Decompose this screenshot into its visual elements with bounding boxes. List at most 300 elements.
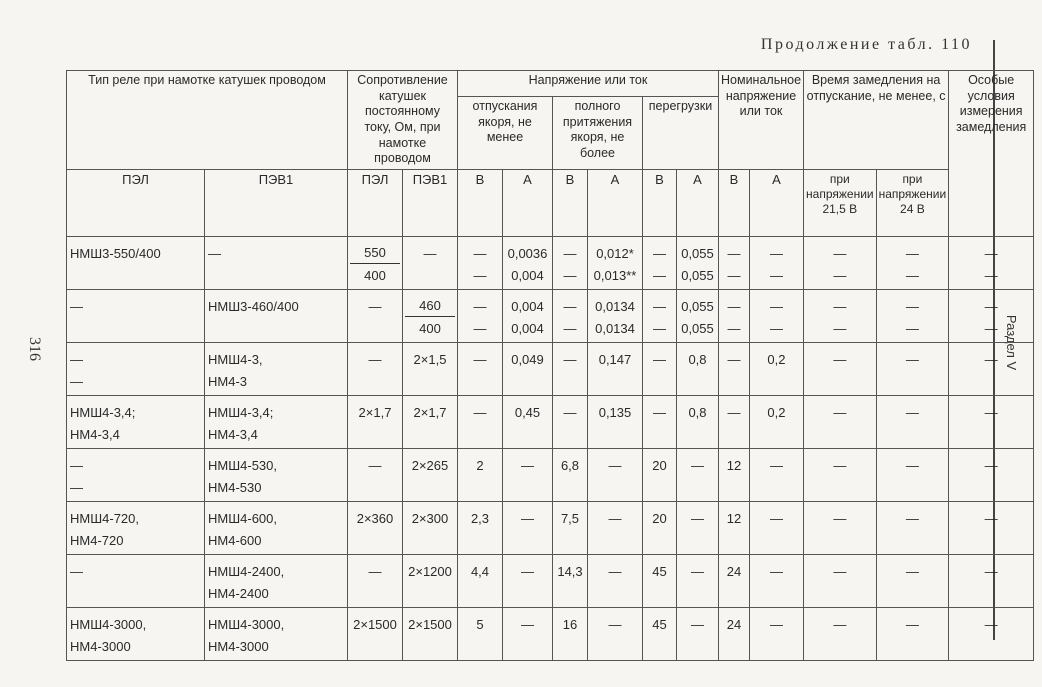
cell-value: —	[727, 404, 741, 420]
cell-value: —	[727, 245, 741, 261]
cell-delay-21-5	[804, 607, 877, 660]
cell-value: НМШ3-550/400	[70, 245, 161, 261]
cell-value: НМШ4-3000,	[70, 616, 147, 632]
cell-resistance-pel	[348, 448, 403, 501]
cell-value: НМШ4-3,4;	[70, 404, 136, 420]
section-label: Раздел V	[1004, 314, 1020, 371]
cell-value: 7,5	[560, 510, 580, 526]
cell-delay-21-5	[804, 395, 877, 448]
cell-value: 2×1200	[408, 563, 452, 579]
cell-full-v	[553, 342, 588, 395]
cell-nominal-v	[719, 342, 750, 395]
cell-special	[949, 395, 1034, 448]
cell-value: НМ4-3,4	[70, 426, 120, 442]
cell-delay-24	[876, 289, 949, 342]
cell-pel	[67, 554, 205, 607]
cell-full-v	[553, 236, 588, 289]
cell-overload-v	[643, 395, 677, 448]
cell-value: —	[833, 457, 847, 473]
cell-full-a	[588, 554, 643, 607]
cell-value: —	[833, 404, 847, 420]
cell-value: —	[521, 510, 534, 526]
cell-value: —	[833, 267, 847, 283]
cell-resistance-pev1	[403, 448, 458, 501]
table-caption: Продолжение табл. 110	[760, 36, 972, 53]
header-resistance: Сопротивление катушек постоянному току, Ом, при намотке проводом	[348, 71, 458, 170]
cell-value: —	[521, 563, 534, 579]
cell-value: 400	[419, 320, 441, 336]
cell-value: —	[905, 298, 919, 314]
cell-value: —	[368, 298, 382, 314]
cell-release-a	[503, 501, 553, 554]
cell-value: —	[905, 404, 919, 420]
cell-full-v	[553, 554, 588, 607]
cell-delay-24	[876, 395, 949, 448]
cell-value: 2×1500	[408, 616, 452, 632]
cell-value: 0,013**	[593, 267, 637, 283]
relay-table	[66, 70, 1034, 661]
cell-value	[405, 296, 455, 318]
cell-pel	[67, 289, 205, 342]
cell-value: 14,3	[557, 563, 583, 579]
cell-value: —	[608, 457, 622, 473]
cell-value: —	[521, 616, 534, 632]
cell-overload-a	[677, 395, 719, 448]
cell-delay-24	[876, 554, 949, 607]
cell-overload-a	[677, 448, 719, 501]
cell-resistance-pev1	[403, 236, 458, 289]
cell-overload-v	[643, 501, 677, 554]
cell-value: НМШ4-3000,	[208, 616, 285, 632]
cell-value: 0,004	[511, 267, 544, 283]
table-row	[67, 607, 1034, 660]
header-release-v: В	[458, 169, 503, 236]
header-full-a: А	[588, 169, 643, 236]
cell-value: —	[905, 245, 919, 261]
cell-value: —	[368, 563, 382, 579]
cell-nominal-v	[719, 395, 750, 448]
cell-pev1	[205, 342, 348, 395]
cell-value: НМ4-3,4	[208, 426, 258, 442]
cell-overload-a	[677, 554, 719, 607]
cell-resistance-pel	[348, 554, 403, 607]
header-nominal-a: А	[749, 169, 803, 236]
cell-value: НМШ4-530,	[208, 457, 277, 473]
cell-resistance-pev1	[403, 607, 458, 660]
cell-nominal-v	[719, 448, 750, 501]
header-res-pev1: ПЭВ1	[403, 169, 458, 236]
cell-value: 0,2	[767, 404, 786, 420]
cell-pev1	[205, 607, 348, 660]
table-row	[67, 342, 1034, 395]
cell-nominal-v	[719, 501, 750, 554]
cell-special	[949, 289, 1034, 342]
cell-full-v	[553, 289, 588, 342]
cell-value: —	[563, 351, 577, 367]
cell-value: 20	[652, 510, 667, 526]
cell-value: 2×360	[356, 510, 394, 526]
cell-value: —	[653, 351, 666, 367]
cell-pel	[67, 395, 205, 448]
header-at-24: при напряжении 24 В	[876, 169, 949, 236]
cell-value: 0,45	[514, 404, 541, 420]
cell-value: —	[653, 320, 666, 336]
cell-delay-21-5	[804, 501, 877, 554]
cell-value: —	[727, 351, 741, 367]
cell-release-a	[503, 607, 553, 660]
cell-release-a	[503, 395, 553, 448]
cell-value: —	[691, 616, 704, 632]
cell-value: —	[833, 351, 847, 367]
cell-overload-v	[643, 554, 677, 607]
cell-pev1	[205, 289, 348, 342]
cell-resistance-pel	[348, 501, 403, 554]
cell-value: —	[691, 457, 704, 473]
cell-value: —	[769, 563, 783, 579]
cell-resistance-pel	[348, 342, 403, 395]
cell-value: —	[563, 320, 577, 336]
cell-value: —	[473, 351, 487, 367]
cell-value: —	[70, 351, 83, 367]
cell-value: НМ4-530	[208, 479, 262, 495]
cell-value: 45	[652, 616, 667, 632]
cell-release-v	[458, 554, 503, 607]
cell-value: —	[70, 563, 83, 579]
cell-delay-21-5	[804, 448, 877, 501]
cell-value: 12	[726, 510, 742, 526]
cell-resistance-pev1	[403, 289, 458, 342]
cell-value: —	[984, 404, 998, 420]
cell-value: —	[653, 298, 666, 314]
cell-value: НМ4-2400	[208, 585, 269, 601]
cell-value: —	[905, 320, 919, 336]
cell-special	[949, 448, 1034, 501]
cell-nominal-v	[719, 607, 750, 660]
header-overload-a: А	[677, 169, 719, 236]
cell-value	[350, 243, 400, 265]
cell-value: —	[473, 298, 487, 314]
table-row	[67, 448, 1034, 501]
cell-full-a	[588, 236, 643, 289]
cell-value: 5	[476, 616, 484, 632]
cell-value: —	[208, 245, 221, 261]
cell-delay-21-5	[804, 342, 877, 395]
cell-value: —	[653, 404, 666, 420]
fraction-numerator: 550	[350, 243, 400, 264]
cell-value: 6,8	[560, 457, 580, 473]
cell-value: —	[769, 245, 783, 261]
cell-release-a	[503, 342, 553, 395]
cell-overload-v	[643, 236, 677, 289]
cell-value: 20	[652, 457, 667, 473]
cell-nominal-v	[719, 236, 750, 289]
table-row	[67, 554, 1034, 607]
cell-delay-21-5	[804, 554, 877, 607]
cell-delay-21-5	[804, 236, 877, 289]
cell-value: 24	[726, 563, 742, 579]
cell-value: —	[905, 267, 919, 283]
cell-value: 400	[364, 267, 386, 283]
cell-overload-a	[677, 607, 719, 660]
cell-delay-21-5	[804, 289, 877, 342]
cell-value: —	[368, 457, 382, 473]
cell-nominal-a	[749, 236, 803, 289]
cell-value: 0,055	[681, 298, 714, 314]
header-delay-time: Время замедления на отпускание, не менее, с	[804, 71, 949, 170]
cell-pel	[67, 236, 205, 289]
header-pel: ПЭЛ	[67, 169, 205, 236]
cell-value: —	[984, 457, 998, 473]
cell-value: 2	[476, 457, 484, 473]
header-nominal: Номинальное напряжение или ток	[719, 71, 804, 170]
cell-pev1	[205, 448, 348, 501]
cell-overload-a	[677, 236, 719, 289]
cell-full-a	[588, 395, 643, 448]
cell-value: —	[833, 245, 847, 261]
cell-value: —	[984, 245, 998, 261]
cell-value: 0,055	[681, 245, 714, 261]
cell-value: —	[70, 298, 83, 314]
cell-value: 0,049	[511, 351, 544, 367]
cell-value: 0,135	[598, 404, 632, 420]
header-res-pel: ПЭЛ	[348, 169, 403, 236]
header-release-a: А	[503, 169, 553, 236]
cell-full-a	[588, 342, 643, 395]
cell-value: —	[769, 320, 783, 336]
cell-value: 0,012*	[596, 245, 634, 261]
cell-full-a	[588, 289, 643, 342]
cell-nominal-v	[719, 289, 750, 342]
cell-value: —	[984, 563, 998, 579]
cell-resistance-pel	[348, 236, 403, 289]
cell-overload-a	[677, 342, 719, 395]
cell-value: —	[691, 510, 704, 526]
cell-delay-24	[876, 607, 949, 660]
cell-full-a	[588, 501, 643, 554]
cell-release-v	[458, 236, 503, 289]
cell-value: —	[423, 245, 437, 261]
cell-value: —	[368, 351, 382, 367]
cell-release-v	[458, 607, 503, 660]
cell-value: 0,055	[681, 267, 714, 283]
cell-full-v	[553, 448, 588, 501]
cell-release-a	[503, 289, 553, 342]
header-nominal-v: В	[719, 169, 750, 236]
cell-full-a	[588, 448, 643, 501]
cell-value: —	[984, 351, 998, 367]
cell-full-a	[588, 607, 643, 660]
cell-pel	[67, 607, 205, 660]
cell-value: 0,2	[767, 351, 786, 367]
header-full-attraction: полного притяжения якоря, не более	[553, 96, 643, 169]
cell-nominal-a	[749, 395, 803, 448]
cell-value: НМ4-3	[208, 373, 248, 389]
cell-special	[949, 342, 1034, 395]
cell-value: НМШ4-720,	[70, 510, 139, 526]
cell-value: 0,055	[681, 320, 714, 336]
table-row	[67, 236, 1034, 289]
header-full-v: В	[553, 169, 588, 236]
cell-value: —	[905, 510, 919, 526]
header-relay-type: Тип реле при намотке катушек проводом	[67, 71, 348, 170]
cell-value: НМ4-600	[208, 532, 262, 548]
cell-value: —	[833, 616, 847, 632]
header-pev1: ПЭВ1	[205, 169, 348, 236]
cell-pev1	[205, 395, 348, 448]
page-number: 316	[26, 337, 43, 361]
cell-pev1	[205, 554, 348, 607]
cell-resistance-pev1	[403, 342, 458, 395]
cell-value: —	[984, 320, 998, 336]
cell-value: 0,0134	[595, 320, 635, 336]
table-row	[67, 289, 1034, 342]
cell-full-v	[553, 501, 588, 554]
cell-overload-a	[677, 501, 719, 554]
cell-value: 16	[562, 616, 578, 632]
cell-value: —	[473, 320, 487, 336]
cell-value: 45	[652, 563, 667, 579]
cell-special	[949, 607, 1034, 660]
cell-resistance-pel	[348, 395, 403, 448]
cell-nominal-a	[749, 607, 803, 660]
cell-value: 0,0134	[595, 298, 635, 314]
cell-value: —	[769, 457, 783, 473]
cell-value: —	[563, 298, 577, 314]
cell-value: 0,8	[688, 351, 707, 367]
cell-value: —	[905, 457, 919, 473]
cell-value: —	[769, 267, 783, 283]
cell-value: —	[70, 457, 83, 473]
fraction-numerator: 460	[405, 296, 455, 317]
cell-value: —	[521, 457, 534, 473]
cell-release-a	[503, 236, 553, 289]
cell-release-a	[503, 448, 553, 501]
cell-release-v	[458, 448, 503, 501]
cell-release-v	[458, 342, 503, 395]
cell-value: 12	[726, 457, 742, 473]
cell-value: 0,0036	[507, 245, 548, 261]
cell-value: НМШ4-600,	[208, 510, 277, 526]
cell-value: —	[608, 563, 622, 579]
cell-value: НМШ4-3,	[208, 351, 263, 367]
cell-value: —	[653, 245, 666, 261]
cell-value: НМ4-3000	[70, 638, 131, 654]
cell-release-v	[458, 395, 503, 448]
cell-value: 0,004	[511, 298, 544, 314]
cell-resistance-pel	[348, 607, 403, 660]
cell-value: —	[608, 510, 622, 526]
cell-value: НМ4-720	[70, 532, 124, 548]
cell-value: 2×300	[411, 510, 449, 526]
cell-value: НМШ4-3,4;	[208, 404, 274, 420]
table-body	[67, 236, 1034, 660]
cell-release-a	[503, 554, 553, 607]
cell-value: —	[727, 298, 741, 314]
cell-value: —	[608, 616, 622, 632]
cell-value: 0,147	[598, 351, 632, 367]
cell-delay-24	[876, 501, 949, 554]
cell-value: —	[905, 563, 919, 579]
cell-value: —	[833, 563, 847, 579]
header-voltage-or-current: Напряжение или ток	[458, 71, 719, 97]
cell-pel	[67, 342, 205, 395]
cell-value: —	[984, 510, 998, 526]
header-special: Особые условия измерения замедления	[949, 71, 1034, 237]
cell-value: —	[984, 616, 998, 632]
table-row	[67, 501, 1034, 554]
cell-resistance-pel	[348, 289, 403, 342]
cell-overload-v	[643, 289, 677, 342]
cell-pel	[67, 501, 205, 554]
cell-nominal-a	[749, 554, 803, 607]
cell-nominal-a	[749, 342, 803, 395]
cell-value: —	[70, 373, 83, 389]
cell-value: —	[473, 404, 487, 420]
cell-value: 2×1,7	[413, 404, 447, 420]
cell-value: —	[473, 267, 487, 283]
cell-resistance-pev1	[403, 501, 458, 554]
cell-nominal-a	[749, 289, 803, 342]
cell-value: —	[769, 616, 783, 632]
cell-value: —	[691, 563, 704, 579]
cell-overload-v	[643, 448, 677, 501]
cell-value: —	[727, 267, 741, 283]
cell-value: НМ4-3000	[208, 638, 269, 654]
cell-value: 2×1500	[353, 616, 397, 632]
cell-special	[949, 236, 1034, 289]
cell-value: 2,3	[470, 510, 490, 526]
cell-value: 0,8	[688, 404, 707, 420]
cell-full-v	[553, 395, 588, 448]
cell-value: —	[727, 320, 741, 336]
header-release: отпускания якоря, не менее	[458, 96, 553, 169]
cell-value: —	[905, 351, 919, 367]
cell-special	[949, 501, 1034, 554]
cell-value: НМШ3-460/400	[208, 298, 299, 314]
cell-resistance-pev1	[403, 395, 458, 448]
header-at-21-5: при напряжении 21,5 В	[804, 169, 877, 236]
cell-delay-24	[876, 448, 949, 501]
cell-value: 2×1,5	[413, 351, 447, 367]
cell-pev1	[205, 236, 348, 289]
cell-delay-24	[876, 342, 949, 395]
cell-pev1	[205, 501, 348, 554]
cell-overload-v	[643, 342, 677, 395]
cell-value: —	[905, 616, 919, 632]
cell-value: —	[769, 510, 783, 526]
cell-value: —	[833, 510, 847, 526]
cell-resistance-pev1	[403, 554, 458, 607]
cell-value: 4,4	[470, 563, 490, 579]
cell-nominal-a	[749, 448, 803, 501]
cell-special	[949, 554, 1034, 607]
cell-value: —	[563, 404, 577, 420]
cell-release-v	[458, 289, 503, 342]
cell-release-v	[458, 501, 503, 554]
cell-overload-v	[643, 607, 677, 660]
cell-value: 0,004	[511, 320, 544, 336]
cell-value: —	[833, 298, 847, 314]
cell-value: НМШ4-2400,	[208, 563, 285, 579]
cell-value: —	[563, 245, 577, 261]
cell-overload-a	[677, 289, 719, 342]
cell-value: —	[984, 267, 998, 283]
table-row	[67, 395, 1034, 448]
cell-nominal-a	[749, 501, 803, 554]
header-overload-v: В	[643, 169, 677, 236]
cell-value: —	[473, 245, 487, 261]
cell-value: 2×265	[411, 457, 449, 473]
